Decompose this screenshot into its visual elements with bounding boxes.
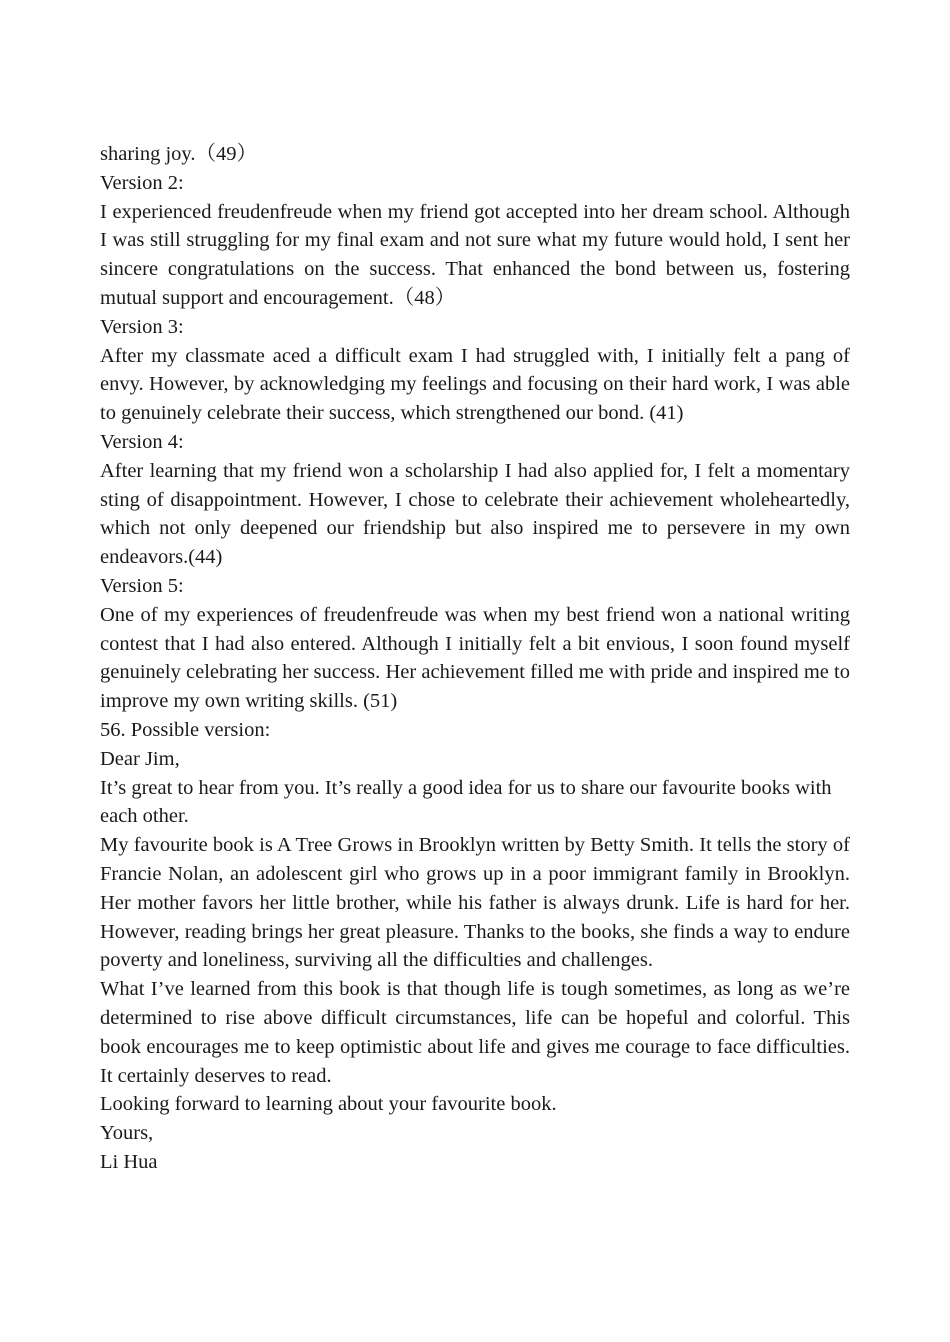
letter-paragraph-2: My favourite book is A Tree Grows in Brooklyn written by Betty Smith. It tells the story of Francie Nolan, an adolescent girl who grows up in a poor immigrant family in Brooklyn. Her mother favors her little brother, while his father is always drunk. Life is hard for her. However, reading brings her great pleasure. Thanks to the books, she finds a way to endure poverty and loneliness, surviving all the difficulties and challenges.	[100, 834, 850, 972]
version-5-paragraph: One of my experiences of freudenfreude was when my best friend won a national writing contest that I had also entered. Although I initially felt a bit envious, I soon found myself genuinely celebrating her success. Her achievement filled me with pride and inspired me to improve my own writing skills. (51)	[100, 603, 850, 713]
question-56-heading: 56. Possible version:	[100, 718, 271, 741]
version-2-paragraph: I experienced freudenfreude when my friend got accepted into her dream school. Although I was still struggling for my final exam and not sure what my future would hold, I sent her sincere congratulations on the success. That enhanced the bond between us, fostering mutual support and encouragement.（48）	[100, 200, 850, 309]
version-3-heading: Version 3:	[100, 315, 184, 338]
letter-closing: Yours,	[100, 1122, 154, 1145]
letter-paragraph-1: It’s great to hear from you. It’s really a good idea for us to share our favourite books with each other.	[100, 776, 832, 828]
letter-signature: Li Hua	[100, 1150, 158, 1173]
version-3-paragraph: After my classmate aced a difficult exam I had struggled with, I initially felt a pang of envy. However, by acknowledging my feelings and focusing on their hard work, I was able to genuinely celebrate their success, which strengthened our bond. (41)	[100, 344, 850, 425]
letter-salutation: Dear Jim,	[100, 747, 180, 770]
letter-paragraph-3: What I’ve learned from this book is that though life is tough sometimes, as long as we’re determined to rise above difficult circumstances, life can be hopeful and colorful. This book encourages me to keep optimistic about life and gives me courage to face difficulties. It certainly deserves to read.	[100, 978, 850, 1087]
version-5-heading: Version 5:	[100, 574, 184, 597]
intro-tail-text: sharing joy.（49）	[100, 143, 257, 165]
version-2-heading: Version 2:	[100, 171, 184, 194]
letter-paragraph-4: Looking forward to learning about your favourite book.	[100, 1093, 557, 1116]
document-page	[100, 140, 850, 1177]
version-4-heading: Version 4:	[100, 430, 184, 453]
version-4-paragraph: After learning that my friend won a scholarship I had also applied for, I felt a momentary sting of disappointment. However, I chose to celebrate their achievement wholeheartedly, which not only deepened our friendship but also inspired me to persevere in my own endeavors.(44)	[100, 459, 850, 569]
